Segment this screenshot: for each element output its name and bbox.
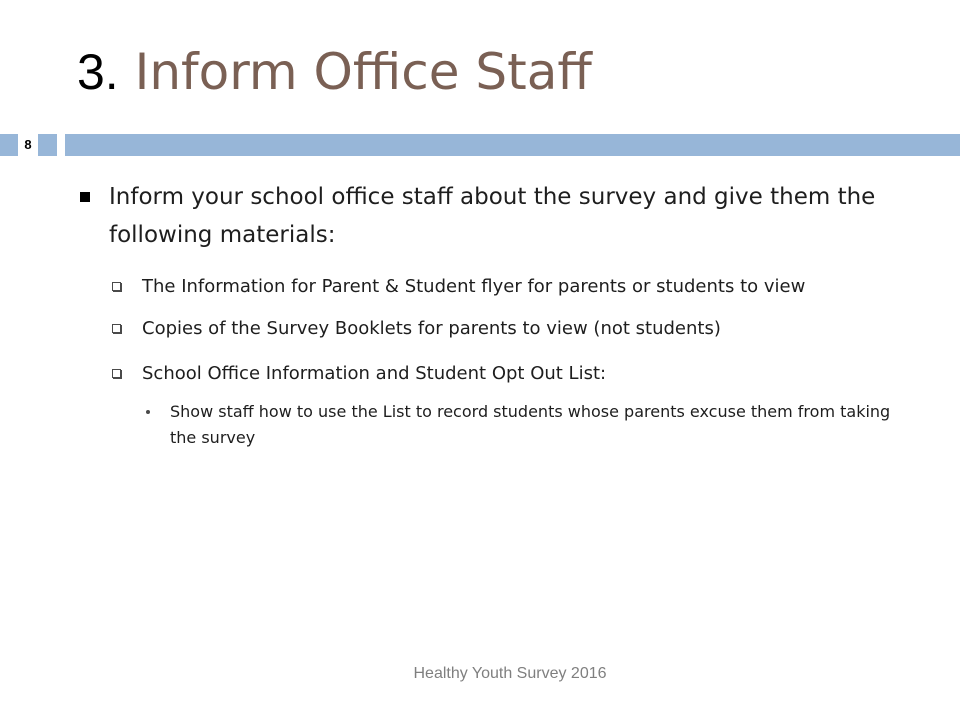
content-area [80, 178, 900, 451]
sub-sub-bullet-show-staff [146, 399, 900, 451]
sub-bullet-text: The Information for Parent & Student flyer for parents or students to view [142, 276, 806, 297]
hollow-square-bullet-icon [112, 324, 121, 333]
footer-text: Healthy Youth Survey 2016 [413, 665, 607, 682]
bullet-main [80, 178, 900, 254]
square-bullet-icon [80, 192, 90, 202]
hollow-square-bullet-icon [112, 369, 121, 378]
sub-bullet-flyer [112, 272, 900, 302]
sub-bullet-opt-out-list [112, 359, 900, 389]
sub-bullet-text: School Office Information and Student Opt Out List: [142, 363, 607, 384]
slide-number: 8 [18, 134, 38, 156]
sub-bullet-booklets [112, 314, 900, 344]
hollow-square-bullet-icon [112, 282, 121, 291]
slide-number-box [0, 134, 57, 156]
header-rule [65, 134, 960, 156]
title-text: Inform Office Staff [134, 43, 592, 101]
sub-sub-bullet-text: Show staff how to use the List to record students whose parents excuse them from taking the survey [170, 402, 891, 447]
title-number: 3. [77, 44, 119, 100]
sub-bullet-text: Copies of the Survey Booklets for parents to view (not students) [142, 318, 721, 339]
dot-bullet-icon [146, 410, 150, 414]
slide-title [77, 38, 592, 106]
bullet-main-text: Inform your school office staff about the survey and give them the following materials: [109, 184, 876, 248]
